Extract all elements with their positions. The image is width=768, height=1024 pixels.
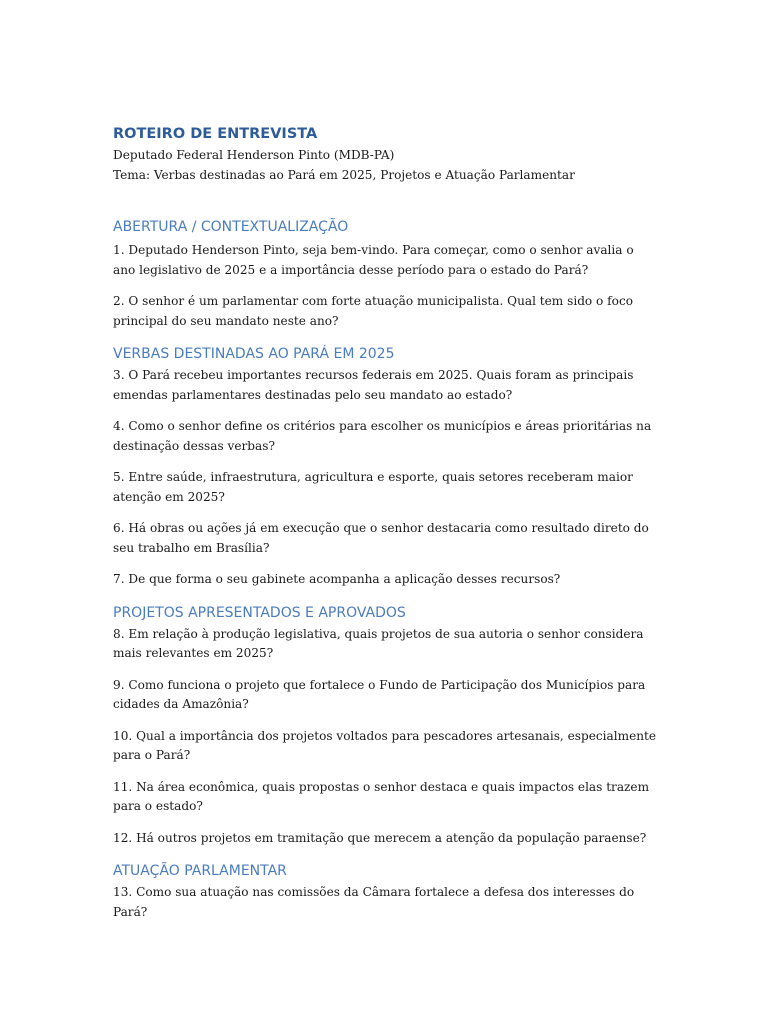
question-10: 10. Qual a importância dos projetos voltados para pescadores artesanais, especialmente para o Pará? <box>113 728 657 762</box>
section-title: PROJETOS APRESENTADOS E APROVADOS <box>113 604 406 621</box>
section-atuacao <box>113 861 658 922</box>
section-title: VERBAS DESTINADAS AO PARÁ EM 2025 <box>113 346 395 362</box>
document-subtitle-deputy: Deputado Federal Henderson Pinto (MDB-PA) <box>113 148 395 162</box>
section-abertura <box>113 217 658 331</box>
document-subtitle-theme: Tema: Verbas destinadas ao Pará em 2025, Projetos e Atuação Parlamentar <box>113 168 575 182</box>
section-title: ATUAÇÃO PARLAMENTAR <box>113 863 287 879</box>
section-verbas <box>113 344 658 590</box>
question-7: 7. De que forma o seu gabinete acompanha a aplicação desses recursos? <box>113 572 561 586</box>
question-9: 9. Como funciona o projeto que fortalece o Fundo de Participação dos Municípios para cidades da Amazônia? <box>113 677 646 711</box>
question-3: 3. O Pará recebeu importantes recursos federais em 2025. Quais foram as principais emendas parlamentares destinadas pelo seu mandato ao estado? <box>113 368 634 402</box>
question-12: 12. Há outros projetos em tramitação que merecem a atenção da população paraense? <box>113 830 647 845</box>
question-6: 6. Há obras ou ações já em execução que o senhor destacaria como resultado direto do seu trabalho em Brasília? <box>113 521 649 555</box>
question-1: 1. Deputado Henderson Pinto, seja bem-vindo. Para começar, como o senhor avalia o ano legislativo de 2025 e a importância desse período para o estado do Pará? <box>113 243 634 277</box>
section-title: ABERTURA / CONTEXTUALIZAÇÃO <box>113 219 349 235</box>
question-13: 13. Como sua atuação nas comissões da Câmara fortalece a defesa dos interesses do Pará? <box>113 885 635 919</box>
question-4: 4. Como o senhor define os critérios para escolher os municípios e áreas prioritárias na destinação dessas verbas? <box>113 419 652 453</box>
question-5: 5. Entre saúde, infraestrutura, agricultura e esporte, quais setores receberam maior atenção em 2025? <box>113 470 633 504</box>
document-page <box>113 124 658 922</box>
question-11: 11. Na área econômica, quais propostas o senhor destaca e quais impactos elas trazem para o estado? <box>113 779 650 813</box>
question-8: 8. Em relação à produção legislativa, quais projetos de sua autoria o senhor considera mais relevantes em 2025? <box>113 626 644 660</box>
document-title: ROTEIRO DE ENTREVISTA <box>113 126 318 142</box>
question-2: 2. O senhor é um parlamentar com forte atuação municipalista. Qual tem sido o foco principal do seu mandato neste ano? <box>113 294 633 328</box>
section-projetos <box>113 603 658 849</box>
